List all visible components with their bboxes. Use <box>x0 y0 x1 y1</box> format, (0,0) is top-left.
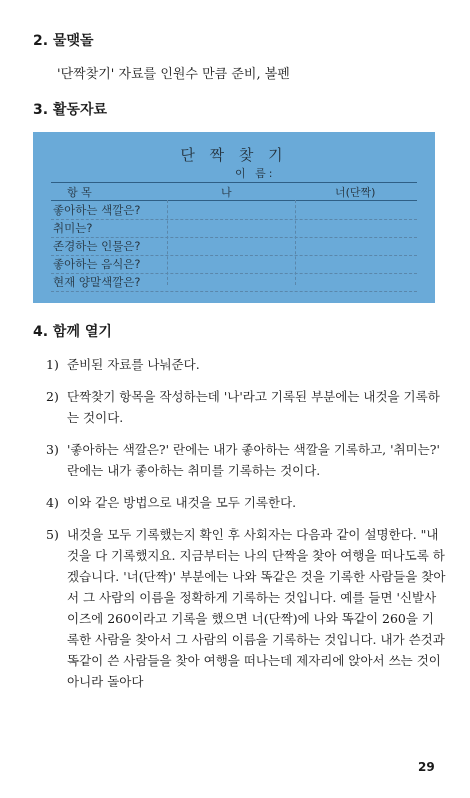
worksheet-column-item: 항 목 <box>67 186 92 199</box>
worksheet-top-rule <box>51 182 417 183</box>
worksheet-row: 취미는? <box>51 220 417 238</box>
section-heading-worksheet: 3. 활동자료 <box>33 102 108 118</box>
worksheet-column-me: 나 <box>221 186 232 199</box>
step-item <box>46 524 446 692</box>
page-number: 29 <box>418 760 435 774</box>
worksheet-title: 단 짝 찾 기 <box>180 146 288 164</box>
step-text: 내것을 모두 기록했는지 확인 후 사회자는 다음과 같이 설명한다. "내것을 다 기록했지요. 지금부터는 나의 단짝을 찾아 여행을 떠나도록 하겠습니다. '너(단짝)' 부분에는 나와 똑같은 것을 기록한 사람들을 찾아서 그 사람의 이름을 정확하게 기록하는 것입니다. 예를 들면 '신발사이즈에 260이라고 기록을 했으면 너(단짝)에 나와 똑같이 260을 기록한 사람을 찾아서 그 사람의 이름을 기록하는 것입니다. 내가 쓴것과 똑같이 쓴 사람들을 찾아 여행을 떠나는데 제자리에 앉아서 쓰는 것이 아니라 돌아다 <box>67 527 446 689</box>
section-heading-materials: 2. 물맺돌 <box>33 33 94 49</box>
worksheet-name-label: 이 름: <box>235 167 276 180</box>
step-item <box>46 386 446 428</box>
step-text: 이와 같은 방법으로 내것을 모두 기록한다. <box>67 495 297 510</box>
steps-list <box>46 354 446 703</box>
step-number: 2) <box>46 389 59 404</box>
worksheet-image <box>33 132 435 303</box>
step-item <box>46 492 446 513</box>
step-text: 준비된 자료를 나눠준다. <box>67 357 200 372</box>
worksheet-row: 좋아하는 음식은? <box>51 256 417 274</box>
step-number: 5) <box>46 527 59 542</box>
step-number: 1) <box>46 357 59 372</box>
step-number: 4) <box>46 495 59 510</box>
worksheet-row: 현재 양말색깔은? <box>51 274 417 292</box>
worksheet-rows <box>51 202 417 292</box>
materials-text: '단짝찾기' 자료를 인원수 만큼 준비, 볼펜 <box>57 67 290 82</box>
section-heading-open: 4. 함께 열기 <box>33 324 112 340</box>
step-item <box>46 439 446 481</box>
step-text: '좋아하는 색깔은?' 란에는 내가 좋아하는 색깔을 기록하고, '취미는?' 란에는 내가 좋아하는 취미를 기록하는 것이다. <box>67 442 440 478</box>
step-text: 단짝찾기 항목을 작성하는데 '나'라고 기록된 부분에는 내것을 기록하는 것이다. <box>67 389 440 425</box>
step-number: 3) <box>46 442 59 457</box>
step-item <box>46 354 446 375</box>
worksheet-header-rule <box>51 200 417 201</box>
worksheet-column-partner: 너(단짝) <box>335 186 376 199</box>
worksheet-row: 좋아하는 색깔은? <box>51 202 417 220</box>
worksheet-row: 존경하는 인물은? <box>51 238 417 256</box>
